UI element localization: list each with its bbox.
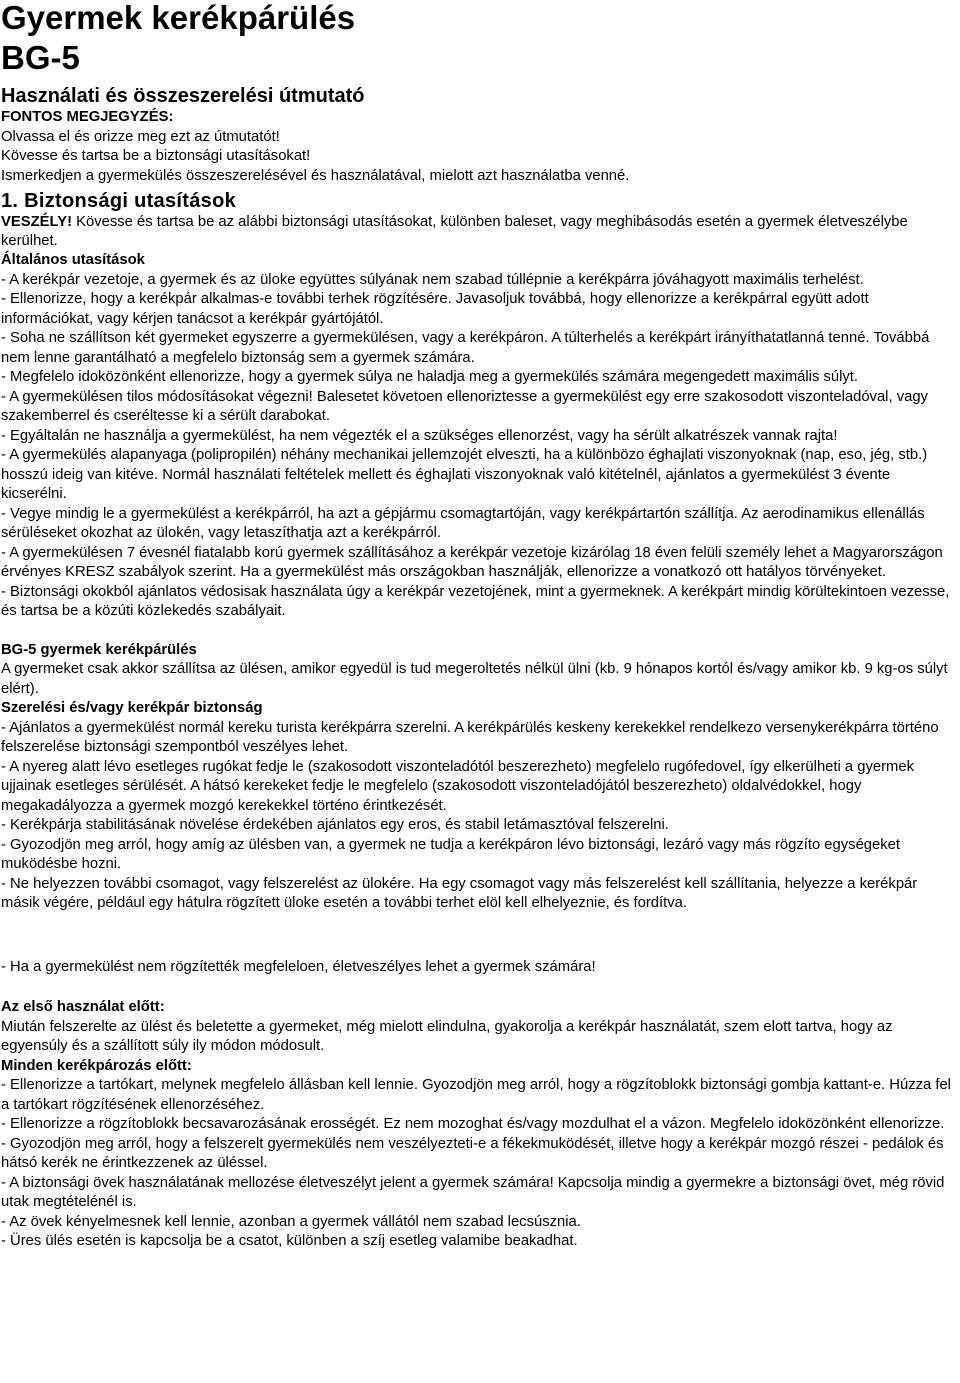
- list-item: - A gyermekülés alapanyaga (polipropilén) néhány mechanikai jellemzojét elveszti, ha a különbözo éghajlati viszonyoknak (nap, eso, jég, stb.) hosszú ideig van kitéve. Normál használati feltételek mellett és éghajlati viszonyoknak való kitételnél, ajánlatos a gyermekülést 3 évente kicserélni.: [1, 447, 928, 502]
- intro-line: Olvassa el és orizze meg ezt az útmutatót!: [1, 128, 280, 145]
- general-list: [1, 271, 953, 622]
- intro-line: Ismerkedjen a gyermekülés összeszerelésével és használatával, mielott azt használatba venné.: [1, 167, 630, 184]
- danger-paragraph: [1, 213, 953, 251]
- before-ride-list: [1, 1076, 953, 1252]
- danger-label: VESZÉLY!: [1, 214, 72, 230]
- doc-subtitle: Használati és összeszerelési útmutató: [1, 85, 365, 107]
- list-item: - A gyermekülésen tilos módosításokat végezni! Balesetet követoen ellenoriztesse a gyermekülést egy erre szakosodott viszonteladóval, vagy szakemberrel és cseréltesse ki a sérült darabokat.: [1, 388, 928, 424]
- mounting-heading: Szerelési és/vagy kerékpár biztonság: [1, 700, 263, 716]
- bg5-heading: BG-5 gyermek kerékpárülés: [1, 641, 197, 658]
- list-item: - Gyozodjön meg arról, hogy a felszerelt gyermekülés nem veszélyezteti-e a fékekmuködését, illetve hogy a kerékpár mozgó részei - pedálok és hátsó kerék ne érintkezzenek az üléssel.: [1, 1135, 944, 1171]
- list-item: - Kerékpárja stabilitásának növelése érdekében ajánlatos egy eros, és stabil letámasztóval felszerelni.: [1, 817, 669, 833]
- list-item: - Soha ne szállítson két gyermeket egyszerre a gyermekülésen, vagy a kerékpáron. A túlterhelés a kerékpárt irányíthatatlanná tenné. Továbbá nem lenne garantálható a megfelelo biztonság sem a gyermek számára.: [1, 330, 930, 366]
- section-heading-safety: 1. Biztonsági utasítások: [1, 190, 237, 212]
- danger-text: Kövesse és tartsa be az alábbi biztonsági utasításokat, különben baleset, vagy meghibásodás esetén a gyermek életveszélybe kerülhet.: [1, 214, 908, 249]
- intro-line: Kövesse és tartsa be a biztonsági utasításokat!: [1, 148, 311, 164]
- list-item: - Biztonsági okokból ajánlatos védosisak használata úgy a kerékpár vezetojének, mint a gyermeknek. A kerékpárt mindig körültekintoen vezesse, és tartsa be a közúti közlekedés szabályait.: [1, 583, 950, 619]
- list-item: - Egyáltalán ne használja a gyermekülést, ha nem végezték el a szükséges ellenorzést, vagy ha sérült alkatrészek vannak rajta!: [1, 427, 838, 444]
- list-item: - Ellenorizze a rögzítoblokk becsavarozásának erosségét. Ez nem mozoghat és/vagy mozdulhat el a vázon. Megfelelo idoközönként ellenorizze.: [1, 1116, 945, 1132]
- mounting-list: [1, 719, 953, 914]
- list-item: - Ne helyezzen további csomagot, vagy felszerelést az ülokére. Ha egy csomagot vagy más felszerelést kell szállítania, helyezze a kerékpár másik végére, például egy hátulra rögzített üloke esetén a további terhet elöl kell elhelyeznie, és fordítva.: [1, 875, 918, 911]
- list-item: - Ajánlatos a gyermekülést normál kereku turista kerékpárra szerelni. A kerékpárülés keskeny kerekekkel rendelkezo versenykerékpárra történo felszerelése biztonsági szempontból veszélyes lehet.: [1, 719, 939, 755]
- list-item: - A nyereg alatt lévo esetleges rugókat fedje le (szakosodott viszonteladótól beszerezheto) megfelelo rugófedovel, így elkerülheti a gyermek ujjainak esetleges sérülését. A hátsó kerekeket fedje le megfelelo (szakosodott viszonteladójától beszerezheto) oldalvédokkel, hogy megakadályozza a gyermek mozgó kerekekkel történo érintkezését.: [1, 758, 914, 814]
- first-use-heading: Az első használat előtt:: [1, 999, 165, 1015]
- list-item: - A kerékpár vezetoje, a gyermek és az üloke együttes súlyának nem szabad túllépnie a kerékpárra jóváhagyott maximális terhelést.: [1, 271, 864, 288]
- list-item: - Üres ülés esetén is kapcsolja be a csatot, különben a szíj esetleg valamibe beakadhat.: [1, 1233, 578, 1249]
- warning-line: - Ha a gyermekülést nem rögzítették megfeleloen, életveszélyes lehet a gyermek számára!: [1, 958, 596, 975]
- list-item: - A gyermekülésen 7 évesnél fiatalabb korú gyermek szállításához a kerékpár vezetoje kizárólag 18 éven felüli személy lehet a Magyarországon érvényes KRESZ szabályok szerint. Ha a gyermekülést más országokban használják, ellenorizze a vonatkozó ott hatályos törvényeket.: [1, 544, 943, 580]
- doc-model: BG-5: [1, 39, 80, 76]
- list-item: - Megfelelo idoközönként ellenorizze, hogy a gyermek súlya ne haladja meg a gyermekülés számára megengedett maximális súlyt.: [1, 369, 859, 385]
- before-ride-heading: Minden kerékpározás előtt:: [1, 1057, 192, 1074]
- list-item: - Az övek kényelmesnek kell lennie, azonban a gyermek vállától nem szabad lecsúsznia.: [1, 1213, 581, 1230]
- bg5-text: A gyermeket csak akkor szállítsa az ülésen, amikor egyedül is tud megeroltetés nélkül ülni (kb. 9 hónapos kortól és/vagy amikor kb. 9 kg-os súlyt elért).: [1, 661, 948, 697]
- list-item: - Gyozodjön meg arról, hogy amíg az ülésben van, a gyermek ne tudja a kerékpáron lévo biztonsági, lezáró vagy más rögzíto egységeket muködésbe hozni.: [1, 836, 900, 872]
- notice-heading: FONTOS MEGJEGYZÉS:: [1, 109, 174, 125]
- list-item: - Vegye mindig le a gyermekülést a kerékpárról, ha azt a gépjármu csomagtartóján, vagy kerékpártartón szállítja. Az aerodinamikus ellenállás sérüléseket okozhat az ülokén, vagy letaszíthatja azt a kerékpárról.: [1, 505, 925, 541]
- list-item: - Ellenorizze a tartókart, melynek megfelelo állásban kell lennie. Gyozodjön meg arról, hogy a rögzítoblokk biztonsági gombja kattant-e. Húzza fel a tartókart rögzítésének ellenorzéséhez.: [1, 1077, 951, 1113]
- doc-title: Gyermek kerékpárülés: [1, 0, 356, 36]
- list-item: - A biztonsági övek használatának mellozése életveszélyt jelent a gyermek számára! Kapcsolja mindig a gyermekre a biztonsági övet, még rövid utak megtételénél is.: [1, 1174, 945, 1210]
- list-item: - Ellenorizze, hogy a kerékpár alkalmas-e további terhek rögzítésére. Javasoljuk továbbá, hogy ellenorizze a kerékpárral együtt adott információkat, vagy kérjen tanácsot a kerékpár gyártójától.: [1, 291, 869, 327]
- first-use-text: Miután felszerelte az ülést és beletette a gyermeket, még mielott elindulna, gyakorolja a kerékpár használatát, szem elott tartva, hogy az egyensúly és a szállított súly ily módon módosult.: [1, 1018, 893, 1054]
- general-heading: Általános utasítások: [1, 252, 145, 268]
